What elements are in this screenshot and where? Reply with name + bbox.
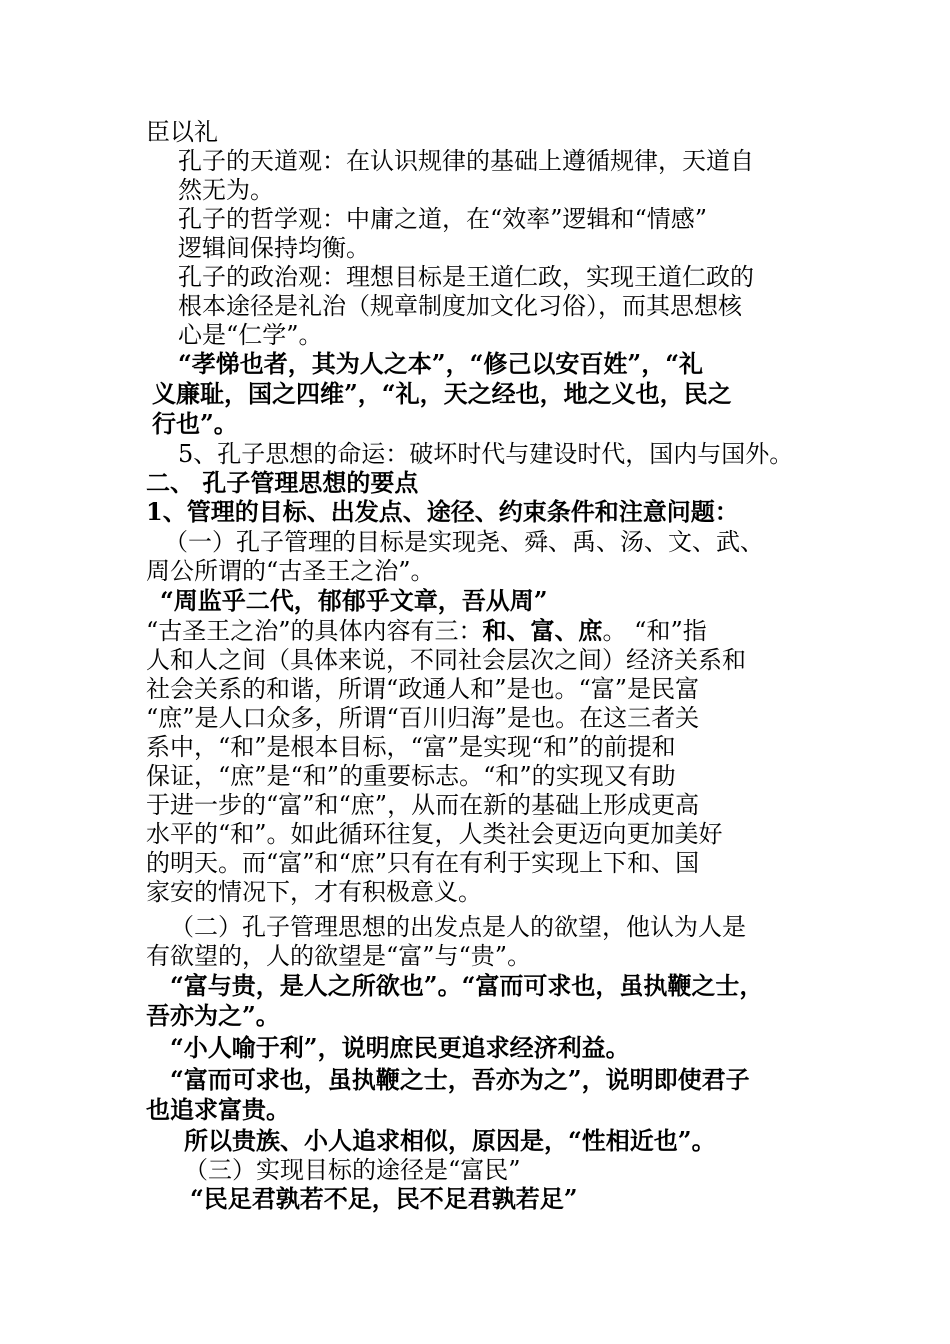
text-line: 心是“仁学”。 (178, 321, 323, 349)
text-line: 孔子的哲学观：中庸之道，在“效率”逻辑和“情感” (178, 205, 708, 233)
quote-line: “富而可求也，虽执鞭之士，吾亦为之”，说明即使君子 (170, 1065, 750, 1094)
quote-line: 义廉耻，国之四维”，“礼，天之经也，地之义也，民之 (152, 379, 732, 408)
quote-line: 所以贵族、小人追求相似，原因是，“性相近也”。 (184, 1126, 716, 1155)
text-line: 孔子的政治观：理想目标是王道仁政，实现王道仁政的 (178, 263, 754, 291)
text-line: 的明天。而“富”和“庶”只有在有利于实现上下和、国 (146, 849, 700, 877)
text-line: （二）孔子管理思想的出发点是人的欲望，他认为人是 (170, 913, 746, 941)
text-line: 于进一步的“富”和“庶”，从而在新的基础上形成更高 (146, 791, 700, 819)
section-heading: 二、 孔子管理思想的要点 (146, 468, 419, 497)
text-line: 5、孔子思想的命运：破坏时代与建设时代，国内与国外。 (178, 440, 794, 468)
text-line: 社会关系的和谐，所谓“政通人和”是也。“富”是民富 (146, 675, 700, 703)
quote-line: “周监乎二代，郁郁乎文章，吾从周” (160, 586, 548, 615)
text-line: 保证，“庶”是“和”的重要标志。“和”的实现又有助 (146, 762, 676, 790)
text-segment: 。 “和”指 (602, 617, 707, 645)
text-line: 有欲望的，人的欲望是“富”与“贵”。 (146, 942, 532, 970)
text-line: 孔子的天道观：在认识规律的基础上遵循规律，天道自 (178, 147, 754, 175)
text-line: “庶”是人口众多，所谓“百川归海”是也。在这三者关 (146, 704, 700, 732)
text-line: 逻辑间保持均衡。 (178, 234, 370, 262)
text-line: 水平的“和”。如此循环往复，人类社会更迈向更加美好 (146, 820, 723, 848)
subsection-heading: 1、管理的目标、出发点、途径、约束条件和注意问题： (146, 497, 739, 526)
text-line: 根本途径是礼治（规章制度加文化习俗），而其思想核 (178, 292, 742, 320)
quote-line: “民足君孰若不足，民不足君孰若足” (190, 1184, 578, 1213)
text-line: （一）孔子管理的目标是实现尧、舜、禹、汤、文、武、 (164, 528, 764, 556)
quote-line: “小人喻于利”，说明庶民更追求经济利益。 (170, 1033, 630, 1062)
quote-line: 也追求富贵。 (146, 1095, 290, 1124)
emphasis-segment: 和、富、庶 (482, 616, 603, 645)
text-line: 然无为。 (178, 176, 274, 204)
quote-line: “孝悌也者，其为人之本”，“修己以安百姓”，“礼 (178, 349, 704, 378)
text-segment: “古圣王之治”的具体内容有三： (146, 617, 483, 645)
text-line: （三）实现目标的途径是“富民” (184, 1156, 521, 1184)
text-line: 家安的情况下，才有积极意义。 (146, 878, 482, 906)
text-line: 系中，“和”是根本目标，“富”是实现“和”的前提和 (146, 733, 676, 761)
text-line: 臣以礼 (146, 118, 218, 146)
text-line: 人和人之间（具体来说，不同社会层次之间）经济关系和 (146, 646, 746, 674)
quote-line: 行也”。 (152, 409, 238, 438)
text-line (146, 616, 707, 646)
quote-line: “富与贵，是人之所欲也”。“富而可求也，虽执鞭之士， (170, 971, 764, 1000)
quote-line: 吾亦为之”。 (146, 1001, 280, 1030)
text-line: 周公所谓的“古圣王之治”。 (146, 557, 435, 585)
